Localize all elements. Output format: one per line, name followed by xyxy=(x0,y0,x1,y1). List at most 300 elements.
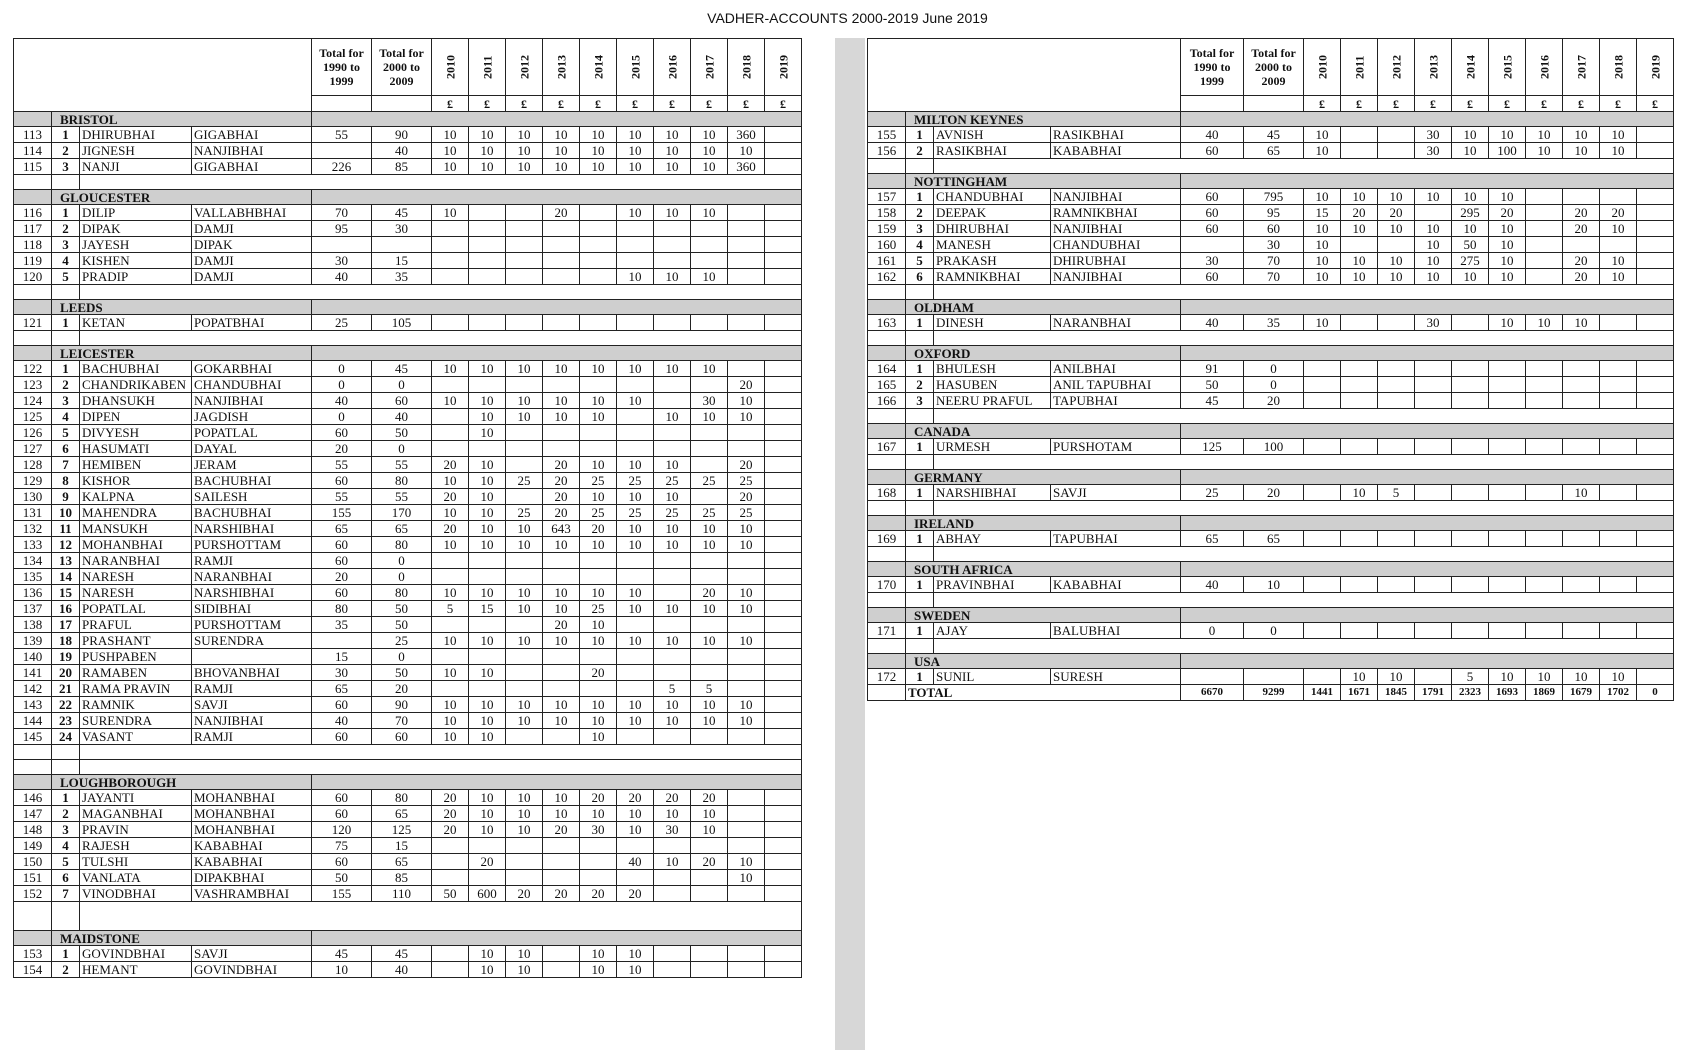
header-year-2011: 2011 xyxy=(469,39,506,96)
account-row xyxy=(14,205,802,221)
amount-2016 xyxy=(654,729,691,745)
last-name: NANJIBHAI xyxy=(192,393,312,409)
amount-2012: 10 xyxy=(1378,189,1415,205)
amount-2014: 10 xyxy=(1452,221,1489,237)
amount-2014: 10 xyxy=(580,617,617,633)
account-row xyxy=(14,962,802,978)
amount-2014 xyxy=(580,315,617,331)
amount-2011 xyxy=(469,237,506,253)
amount-2014 xyxy=(580,253,617,269)
currency-symbol: £ xyxy=(1415,96,1452,112)
amount-2011: 10 xyxy=(469,946,506,962)
amount-2018: 10 xyxy=(728,633,765,649)
total-2000-2009: 45 xyxy=(372,946,432,962)
amount-2012 xyxy=(1378,531,1415,547)
total-2000-2009: 0 xyxy=(372,569,432,585)
account-row xyxy=(868,669,1674,685)
amount-2019 xyxy=(765,946,802,962)
total-2000-2009: 20 xyxy=(1244,485,1304,501)
amount-2016 xyxy=(654,870,691,886)
amount-2015: 10 xyxy=(617,127,654,143)
total-1990-1999: 60 xyxy=(312,473,372,489)
amount-2015: 10 xyxy=(617,521,654,537)
amount-2018: 20 xyxy=(1600,205,1637,221)
total-1990-1999: 120 xyxy=(312,822,372,838)
amount-2013: 10 xyxy=(543,361,580,377)
account-row xyxy=(14,441,802,457)
amount-2015: 20 xyxy=(617,790,654,806)
blank-cell xyxy=(868,547,906,562)
amount-2019 xyxy=(765,269,802,285)
total-2000-2009: 30 xyxy=(372,221,432,237)
amount-2015 xyxy=(1489,393,1526,409)
total-2000-2009: 35 xyxy=(372,269,432,285)
last-name: KABABHAI xyxy=(192,838,312,854)
row-number: 115 xyxy=(14,159,52,175)
member-index: 1 xyxy=(906,439,934,455)
row-number: 123 xyxy=(14,377,52,393)
amount-2012 xyxy=(1378,377,1415,393)
amount-2018: 10 xyxy=(1600,253,1637,269)
amount-2017: 5 xyxy=(691,681,728,697)
amount-2016 xyxy=(654,649,691,665)
section-header-row xyxy=(868,174,1674,189)
section-spacer xyxy=(14,112,52,127)
last-name: DHIRUBHAI xyxy=(1051,253,1181,269)
amount-2015: 10 xyxy=(617,633,654,649)
amount-2018 xyxy=(728,822,765,838)
amount-2017 xyxy=(1563,361,1600,377)
amount-2016 xyxy=(1526,189,1563,205)
section-fill xyxy=(312,931,802,946)
amount-2016: 10 xyxy=(654,697,691,713)
last-name: RAMNIKBHAI xyxy=(1051,205,1181,221)
header-blank xyxy=(14,39,312,112)
last-name: NARANBHAI xyxy=(1051,315,1181,331)
last-name: GIGABHAI xyxy=(192,159,312,175)
first-name: DHANSUKH xyxy=(80,393,192,409)
row-number: 150 xyxy=(14,854,52,870)
total-1990-1999: 40 xyxy=(312,713,372,729)
amount-2010: 10 xyxy=(1304,189,1341,205)
blank-row xyxy=(14,760,802,775)
amount-2014 xyxy=(580,377,617,393)
amount-2014 xyxy=(1452,377,1489,393)
amount-2017: 10 xyxy=(1563,315,1600,331)
amount-2017: 10 xyxy=(1563,485,1600,501)
member-index: 5 xyxy=(52,425,80,441)
amount-2014 xyxy=(1452,485,1489,501)
amount-2014: 10 xyxy=(580,806,617,822)
amount-2017 xyxy=(1563,577,1600,593)
amount-2011 xyxy=(469,253,506,269)
section-header-row xyxy=(868,562,1674,577)
amount-2011 xyxy=(469,553,506,569)
row-number: 161 xyxy=(868,253,906,269)
amount-2017: 10 xyxy=(691,205,728,221)
blank-cell xyxy=(934,285,1674,300)
member-index: 6 xyxy=(52,870,80,886)
amount-2015: 10 xyxy=(617,269,654,285)
row-number: 130 xyxy=(14,489,52,505)
total-1990-1999: 60 xyxy=(312,854,372,870)
total-1990-1999: 70 xyxy=(312,205,372,221)
blank-cell xyxy=(80,760,802,775)
currency-symbol: £ xyxy=(1304,96,1341,112)
amount-2017 xyxy=(691,617,728,633)
amount-2015 xyxy=(617,377,654,393)
last-name: SIDIBHAI xyxy=(192,601,312,617)
amount-2018 xyxy=(728,617,765,633)
total-1990-1999: 155 xyxy=(312,505,372,521)
amount-2015 xyxy=(1489,377,1526,393)
blank-cell xyxy=(14,902,52,931)
amount-2013 xyxy=(543,854,580,870)
amount-2014: 275 xyxy=(1452,253,1489,269)
total-1990-1999 xyxy=(1181,237,1244,253)
amount-2012: 10 xyxy=(506,159,543,175)
account-row xyxy=(14,489,802,505)
last-name: ANIL TAPUBHAI xyxy=(1051,377,1181,393)
last-name: PURSHOTAM xyxy=(1051,439,1181,455)
amount-2013 xyxy=(543,946,580,962)
amount-2010: 10 xyxy=(432,537,469,553)
amount-2016: 10 xyxy=(1526,669,1563,685)
section-name: IRELAND xyxy=(906,516,1181,531)
member-index: 3 xyxy=(906,221,934,237)
last-name: SURESH xyxy=(1051,669,1181,685)
blank-cell xyxy=(868,455,906,470)
amount-2017: 10 xyxy=(691,713,728,729)
amount-2019 xyxy=(765,870,802,886)
total-1990-1999: 25 xyxy=(1181,485,1244,501)
last-name: NARANBHAI xyxy=(192,569,312,585)
account-row xyxy=(14,143,802,159)
last-name: NARSHIBHAI xyxy=(192,585,312,601)
amount-2011: 10 xyxy=(469,521,506,537)
amount-2010: 10 xyxy=(432,361,469,377)
amount-2010: 20 xyxy=(432,806,469,822)
amount-2011: 10 xyxy=(469,729,506,745)
account-row xyxy=(14,221,802,237)
amount-2010: 10 xyxy=(432,697,469,713)
amount-2013: 10 xyxy=(543,159,580,175)
total-1990-1999: 226 xyxy=(312,159,372,175)
account-row xyxy=(14,617,802,633)
grand-total-1990-1999: 6670 xyxy=(1181,685,1244,701)
amount-2010 xyxy=(432,221,469,237)
amount-2013: 10 xyxy=(543,806,580,822)
amount-2019 xyxy=(765,790,802,806)
amount-2010: 10 xyxy=(432,665,469,681)
amount-2018 xyxy=(728,269,765,285)
account-row xyxy=(14,393,802,409)
amount-2011 xyxy=(469,649,506,665)
amount-2014 xyxy=(580,205,617,221)
document-title: VADHER-ACCOUNTS 2000-2019 June 2019 xyxy=(707,10,988,26)
amount-2013: 20 xyxy=(543,617,580,633)
row-number: 167 xyxy=(868,439,906,455)
amount-2010 xyxy=(1304,439,1341,455)
amount-2010: 10 xyxy=(432,393,469,409)
amount-2010 xyxy=(432,441,469,457)
member-index: 3 xyxy=(906,393,934,409)
row-number: 164 xyxy=(868,361,906,377)
amount-2012 xyxy=(506,489,543,505)
amount-2017: 10 xyxy=(1563,669,1600,685)
amount-2018 xyxy=(728,553,765,569)
amount-2011 xyxy=(469,569,506,585)
amount-2017: 20 xyxy=(1563,269,1600,285)
amount-2018: 25 xyxy=(728,505,765,521)
amount-2011: 10 xyxy=(1341,485,1378,501)
amount-2017 xyxy=(691,870,728,886)
total-1990-1999: 60 xyxy=(312,729,372,745)
total-2000-2009: 85 xyxy=(372,159,432,175)
total-2000-2009: 65 xyxy=(372,806,432,822)
amount-2016: 10 xyxy=(654,854,691,870)
section-name: OXFORD xyxy=(906,346,1181,361)
amount-2013: 10 xyxy=(543,633,580,649)
amount-2019 xyxy=(765,377,802,393)
member-index: 1 xyxy=(52,790,80,806)
amount-2018 xyxy=(728,569,765,585)
blank-cell xyxy=(934,593,1674,608)
amount-2019 xyxy=(1637,205,1674,221)
amount-2012 xyxy=(506,617,543,633)
amount-2010 xyxy=(432,409,469,425)
account-row xyxy=(14,806,802,822)
total-2000-2009: 60 xyxy=(372,393,432,409)
amount-2017: 10 xyxy=(691,521,728,537)
amount-2019 xyxy=(765,521,802,537)
member-index: 9 xyxy=(52,489,80,505)
amount-2012 xyxy=(506,854,543,870)
amount-2012 xyxy=(506,569,543,585)
total-1990-1999: 60 xyxy=(312,425,372,441)
first-name: DEEPAK xyxy=(934,205,1051,221)
row-number: 151 xyxy=(14,870,52,886)
amount-2010 xyxy=(432,649,469,665)
amount-2015 xyxy=(617,569,654,585)
amount-2018 xyxy=(1600,623,1637,639)
amount-2018: 20 xyxy=(728,457,765,473)
member-index: 2 xyxy=(52,221,80,237)
section-spacer xyxy=(868,300,906,315)
amount-2014 xyxy=(580,441,617,457)
section-header-row xyxy=(868,112,1674,127)
amount-2016 xyxy=(1526,623,1563,639)
member-index: 24 xyxy=(52,729,80,745)
section-spacer xyxy=(868,516,906,531)
row-number: 166 xyxy=(868,393,906,409)
amount-2012 xyxy=(1378,143,1415,159)
section-spacer xyxy=(868,112,906,127)
amount-2016: 10 xyxy=(654,269,691,285)
blank-cell xyxy=(868,501,906,516)
row-number: 131 xyxy=(14,505,52,521)
amount-2013: 10 xyxy=(543,601,580,617)
last-name: SAVJI xyxy=(192,697,312,713)
total-1990-1999: 0 xyxy=(1181,623,1244,639)
amount-2018: 10 xyxy=(728,393,765,409)
row-number: 113 xyxy=(14,127,52,143)
last-name: NANJIBHAI xyxy=(1051,269,1181,285)
amount-2015: 10 xyxy=(1489,269,1526,285)
amount-2016 xyxy=(654,585,691,601)
amount-2014: 10 xyxy=(1452,269,1489,285)
total-1990-1999: 60 xyxy=(1181,269,1244,285)
last-name: NARSHIBHAI xyxy=(192,521,312,537)
amount-2012: 10 xyxy=(1378,221,1415,237)
total-1990-1999: 40 xyxy=(1181,315,1244,331)
right-accounts-sheet xyxy=(867,38,1674,701)
section-header-row xyxy=(868,424,1674,439)
amount-2010: 10 xyxy=(432,473,469,489)
section-fill xyxy=(1181,608,1674,623)
row-number: 156 xyxy=(868,143,906,159)
amount-2016 xyxy=(1526,393,1563,409)
first-name: RAMA PRAVIN xyxy=(80,681,192,697)
amount-2010 xyxy=(432,553,469,569)
account-row xyxy=(868,531,1674,547)
amount-2015: 10 xyxy=(617,601,654,617)
amount-2014 xyxy=(1452,623,1489,639)
row-number: 163 xyxy=(868,315,906,331)
section-header-row xyxy=(14,300,802,315)
member-index: 6 xyxy=(52,441,80,457)
amount-2018: 10 xyxy=(728,870,765,886)
account-row xyxy=(14,665,802,681)
amount-2011 xyxy=(469,838,506,854)
account-row xyxy=(14,697,802,713)
amount-2019 xyxy=(1637,623,1674,639)
amount-2019 xyxy=(765,633,802,649)
section-name: BRISTOL xyxy=(52,112,312,127)
amount-2016: 25 xyxy=(654,473,691,489)
amount-2016 xyxy=(1526,221,1563,237)
amount-2013 xyxy=(543,729,580,745)
amount-2015: 10 xyxy=(1489,669,1526,685)
last-name: DIPAKBHAI xyxy=(192,870,312,886)
section-header-row xyxy=(14,190,802,205)
amount-2017 xyxy=(691,962,728,978)
member-index: 1 xyxy=(906,669,934,685)
amount-2011: 10 xyxy=(469,962,506,978)
amount-2014 xyxy=(580,221,617,237)
amount-2012 xyxy=(1378,577,1415,593)
amount-2015: 10 xyxy=(617,143,654,159)
amount-2013: 10 xyxy=(543,537,580,553)
amount-2019 xyxy=(765,143,802,159)
first-name: HEMIBEN xyxy=(80,457,192,473)
blank-cell xyxy=(934,501,1674,516)
amount-2011: 10 xyxy=(469,585,506,601)
member-index: 1 xyxy=(906,485,934,501)
blank-cell xyxy=(906,285,934,300)
section-name: SWEDEN xyxy=(906,608,1181,623)
row-number: 146 xyxy=(14,790,52,806)
first-name: RAMNIK xyxy=(80,697,192,713)
amount-2018 xyxy=(728,946,765,962)
amount-2012 xyxy=(506,315,543,331)
amount-2015 xyxy=(617,870,654,886)
member-index: 22 xyxy=(52,697,80,713)
total-2000-2009: 50 xyxy=(372,665,432,681)
total-1990-1999: 50 xyxy=(1181,377,1244,393)
member-index: 4 xyxy=(52,409,80,425)
amount-2015: 25 xyxy=(617,473,654,489)
last-name: JAGDISH xyxy=(192,409,312,425)
amount-2010 xyxy=(432,854,469,870)
row-number: 121 xyxy=(14,315,52,331)
amount-2016: 10 xyxy=(654,601,691,617)
amount-2017 xyxy=(691,489,728,505)
amount-2016: 30 xyxy=(654,822,691,838)
total-1990-1999: 91 xyxy=(1181,361,1244,377)
amount-2014 xyxy=(580,269,617,285)
member-index: 2 xyxy=(906,205,934,221)
amount-2012: 10 xyxy=(506,806,543,822)
account-row xyxy=(868,315,1674,331)
amount-2016 xyxy=(654,315,691,331)
amount-2011 xyxy=(469,377,506,393)
total-2000-2009: 10 xyxy=(1244,577,1304,593)
header-year-2018: 2018 xyxy=(1600,39,1637,96)
row-number: 140 xyxy=(14,649,52,665)
amount-2017: 10 xyxy=(691,361,728,377)
section-header-row xyxy=(868,608,1674,623)
amount-2017 xyxy=(691,441,728,457)
first-name: DHIRUBHAI xyxy=(934,221,1051,237)
blank-cell xyxy=(868,639,906,654)
amount-2015: 10 xyxy=(617,361,654,377)
section-name: LOUGHBOROUGH xyxy=(52,775,312,790)
total-spacer xyxy=(868,685,906,701)
blank-cell xyxy=(868,159,906,174)
amount-2011: 10 xyxy=(1341,221,1378,237)
amount-2017 xyxy=(691,649,728,665)
blank-row xyxy=(868,409,1674,424)
first-name: BACHUBHAI xyxy=(80,361,192,377)
amount-2019 xyxy=(1637,485,1674,501)
amount-2016 xyxy=(654,253,691,269)
section-name: MAIDSTONE xyxy=(52,931,312,946)
amount-2018 xyxy=(728,838,765,854)
currency-symbol: £ xyxy=(469,96,506,112)
section-fill xyxy=(1181,112,1674,127)
amount-2014: 10 xyxy=(580,159,617,175)
amount-2015 xyxy=(617,425,654,441)
first-name: AVNISH xyxy=(934,127,1051,143)
first-name: NARESH xyxy=(80,585,192,601)
amount-2014 xyxy=(1452,361,1489,377)
total-1990-1999: 0 xyxy=(312,361,372,377)
member-index: 4 xyxy=(906,237,934,253)
member-index: 16 xyxy=(52,601,80,617)
amount-2013 xyxy=(543,569,580,585)
section-name: LEEDS xyxy=(52,300,312,315)
amount-2010: 10 xyxy=(432,205,469,221)
amount-2016: 10 xyxy=(654,489,691,505)
total-1990-1999: 65 xyxy=(312,681,372,697)
first-name: JIGNESH xyxy=(80,143,192,159)
currency-symbol: £ xyxy=(432,96,469,112)
first-name: RAMABEN xyxy=(80,665,192,681)
amount-2016: 20 xyxy=(654,790,691,806)
amount-2013: 10 xyxy=(543,585,580,601)
amount-2017 xyxy=(691,569,728,585)
